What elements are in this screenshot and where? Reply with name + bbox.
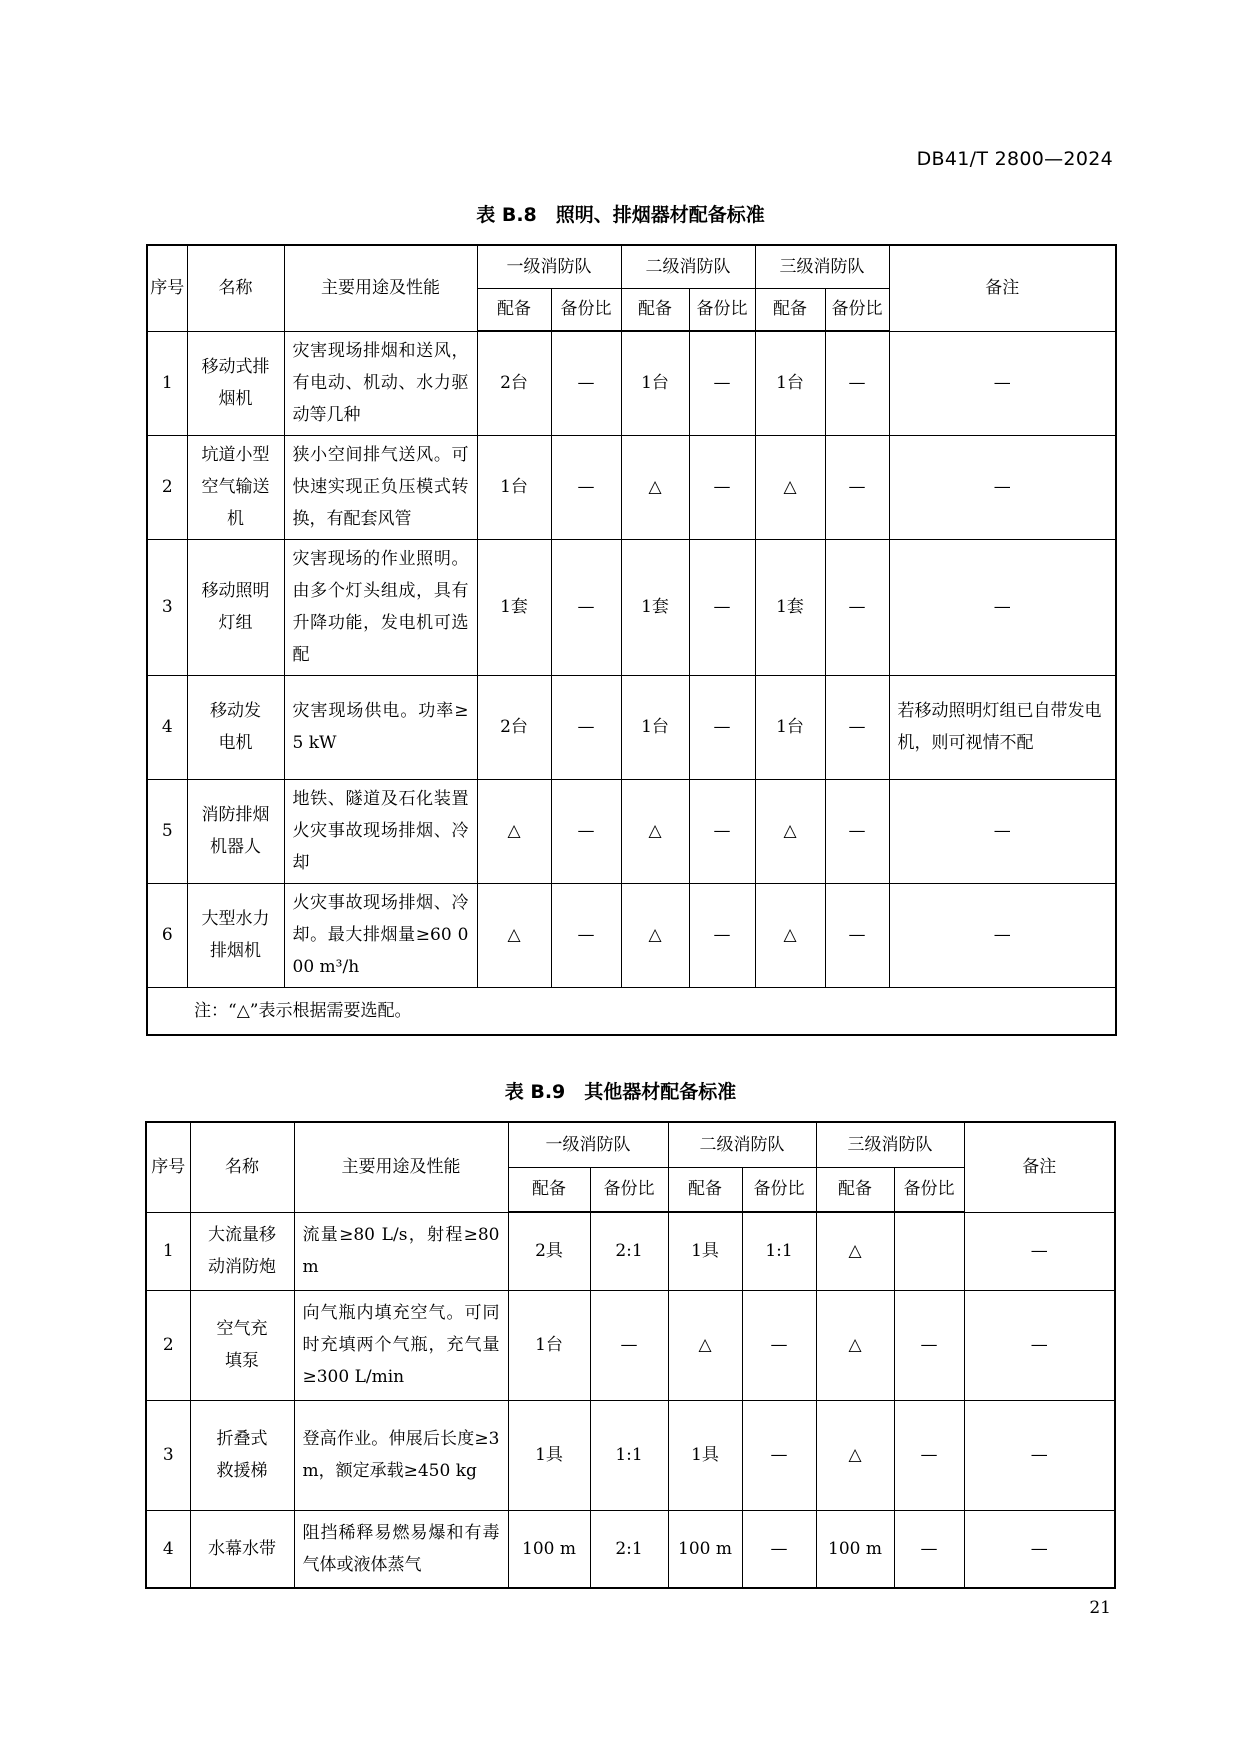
cell-level2-equip: 100 m [668,1510,742,1588]
cell-level1-ratio: 2:1 [590,1510,668,1588]
cell-use: 灾害现场供电。功率≥5 kW [284,675,477,779]
cell-level3-ratio: — [825,779,889,883]
cell-remark: — [964,1290,1115,1400]
cell-name: 折叠式救援梯 [190,1400,294,1510]
cell-level1-equip: 1台 [477,435,551,539]
table-row [147,435,1116,539]
cell-seq: 2 [147,435,187,539]
header-ratio: 备份比 [742,1167,816,1212]
cell-level2-equip: 1台 [621,675,689,779]
cell-seq: 1 [147,331,187,435]
header-seq: 序号 [146,1122,190,1212]
cell-remark: — [964,1400,1115,1510]
cell-level1-equip: 2台 [477,331,551,435]
table-row [146,1510,1115,1588]
header-equip: 配备 [816,1167,894,1212]
cell-name: 移动发电机 [187,675,284,779]
cell-level3-ratio: — [825,883,889,987]
cell-level2-ratio: — [689,675,755,779]
cell-level1-ratio: 1:1 [590,1400,668,1510]
cell-level2-ratio: — [742,1290,816,1400]
table-row [147,675,1116,779]
cell-level3-ratio: — [825,435,889,539]
cell-level2-ratio: — [689,539,755,675]
cell-use: 地铁、隧道及石化装置火灾事故现场排烟、冷却 [284,779,477,883]
cell-level2-equip: △ [621,435,689,539]
cell-level2-equip: 1具 [668,1400,742,1510]
cell-level2-equip: 1套 [621,539,689,675]
header-level3: 三级消防队 [816,1122,964,1167]
cell-seq: 6 [147,883,187,987]
header-name: 名称 [190,1122,294,1212]
cell-use: 流量≥80 L/s，射程≥80 m [294,1212,508,1290]
document-code: DB41/T 2800—2024 [916,148,1113,170]
cell-level3-equip: △ [816,1400,894,1510]
header-equip: 配备 [621,288,689,331]
header-equip: 配备 [668,1167,742,1212]
cell-level3-equip: △ [755,435,825,539]
cell-level2-ratio: 1:1 [742,1212,816,1290]
cell-level1-equip: 1具 [508,1400,590,1510]
cell-level3-equip: 100 m [816,1510,894,1588]
header-equip: 配备 [477,288,551,331]
cell-level2-equip: 1台 [621,331,689,435]
cell-level1-equip: 1台 [508,1290,590,1400]
cell-name: 空气充填泵 [190,1290,294,1400]
cell-level1-ratio: — [551,675,621,779]
header-remark: 备注 [964,1122,1115,1212]
cell-level1-equip: 100 m [508,1510,590,1588]
cell-use: 灾害现场排烟和送风，有电动、机动、水力驱动等几种 [284,331,477,435]
cell-remark: — [964,1212,1115,1290]
cell-level3-ratio: — [825,675,889,779]
header-ratio: 备份比 [825,288,889,331]
table-row [146,1212,1115,1290]
table-row [147,539,1116,675]
header-level3: 三级消防队 [755,245,889,288]
header-ratio: 备份比 [590,1167,668,1212]
cell-level2-ratio: — [689,883,755,987]
cell-use: 向气瓶内填充空气。可同时充填两个气瓶，充气量≥300 L/min [294,1290,508,1400]
cell-level3-equip: △ [816,1290,894,1400]
header-seq: 序号 [147,245,187,331]
header-use: 主要用途及性能 [294,1122,508,1212]
header-level2: 二级消防队 [621,245,755,288]
cell-level1-ratio: — [551,539,621,675]
table-b9-title: 表 B.9 其他器材配备标准 [504,1081,737,1103]
table-note: 注：“△”表示根据需要选配。 [147,987,1116,1035]
cell-use: 火灾事故现场排烟、冷却。最大排烟量≥60 000 m³/h [284,883,477,987]
cell-level3-equip: 1台 [755,331,825,435]
cell-remark: — [889,779,1116,883]
header-use: 主要用途及性能 [284,245,477,331]
cell-use: 灾害现场的作业照明。由多个灯头组成，具有升降功能，发电机可选配 [284,539,477,675]
header-name: 名称 [187,245,284,331]
cell-level1-ratio: 2:1 [590,1212,668,1290]
cell-remark: — [889,883,1116,987]
cell-level3-ratio [894,1212,964,1290]
cell-level1-ratio: — [551,779,621,883]
cell-seq: 1 [146,1212,190,1290]
cell-level3-ratio: — [825,539,889,675]
cell-remark: — [889,435,1116,539]
cell-use: 阻挡稀释易燃易爆和有毒气体或液体蒸气 [294,1510,508,1588]
cell-name: 坑道小型空气输送机 [187,435,284,539]
table-row [147,883,1116,987]
cell-name: 移动照明灯组 [187,539,284,675]
cell-remark: — [889,331,1116,435]
table-b8-title: 表 B.8 照明、排烟器材配备标准 [476,204,765,226]
cell-level1-equip: △ [477,883,551,987]
cell-level3-ratio: — [894,1510,964,1588]
cell-use: 狭小空间排气送风。可快速实现正负压模式转换，有配套风管 [284,435,477,539]
header-ratio: 备份比 [551,288,621,331]
cell-level3-equip: 1台 [755,675,825,779]
cell-level3-ratio: — [894,1290,964,1400]
cell-level1-equip: 1套 [477,539,551,675]
cell-remark: — [889,539,1116,675]
cell-name: 大流量移动消防炮 [190,1212,294,1290]
cell-remark: — [964,1510,1115,1588]
cell-seq: 5 [147,779,187,883]
cell-level1-ratio: — [551,435,621,539]
cell-level3-equip: △ [816,1212,894,1290]
table-row [146,1400,1115,1510]
cell-level2-ratio: — [689,331,755,435]
cell-name: 大型水力排烟机 [187,883,284,987]
cell-name: 消防排烟机器人 [187,779,284,883]
header-equip: 配备 [755,288,825,331]
table-b9 [145,1121,1116,1589]
cell-level1-equip: 2台 [477,675,551,779]
cell-level2-ratio: — [742,1400,816,1510]
table-row [146,1290,1115,1400]
cell-remark: 若移动照明灯组已自带发电机，则可视情不配 [889,675,1116,779]
table-b8 [146,244,1117,1036]
cell-level2-equip: △ [668,1290,742,1400]
header-level1: 一级消防队 [477,245,621,288]
cell-level3-ratio: — [894,1400,964,1510]
cell-level3-equip: △ [755,779,825,883]
cell-seq: 4 [146,1510,190,1588]
cell-level1-ratio: — [590,1290,668,1400]
cell-seq: 3 [146,1400,190,1510]
cell-name: 水幕水带 [190,1510,294,1588]
table-row [147,331,1116,435]
header-remark: 备注 [889,245,1116,331]
cell-level3-ratio: — [825,331,889,435]
page-number: 21 [1089,1598,1111,1618]
header-level2: 二级消防队 [668,1122,816,1167]
cell-level1-ratio: — [551,883,621,987]
cell-level2-equip: △ [621,883,689,987]
cell-seq: 4 [147,675,187,779]
header-ratio: 备份比 [689,288,755,331]
cell-seq: 2 [146,1290,190,1400]
cell-seq: 3 [147,539,187,675]
header-ratio: 备份比 [894,1167,964,1212]
header-level1: 一级消防队 [508,1122,668,1167]
cell-level1-equip: 2具 [508,1212,590,1290]
header-equip: 配备 [508,1167,590,1212]
cell-level3-equip: 1套 [755,539,825,675]
cell-level1-equip: △ [477,779,551,883]
cell-level2-equip: 1具 [668,1212,742,1290]
cell-level3-equip: △ [755,883,825,987]
table-row [147,779,1116,883]
cell-level2-ratio: — [689,435,755,539]
cell-level1-ratio: — [551,331,621,435]
cell-name: 移动式排烟机 [187,331,284,435]
cell-level2-ratio: — [742,1510,816,1588]
cell-level2-equip: △ [621,779,689,883]
cell-use: 登高作业。伸展后长度≥3 m，额定承载≥450 kg [294,1400,508,1510]
cell-level2-ratio: — [689,779,755,883]
